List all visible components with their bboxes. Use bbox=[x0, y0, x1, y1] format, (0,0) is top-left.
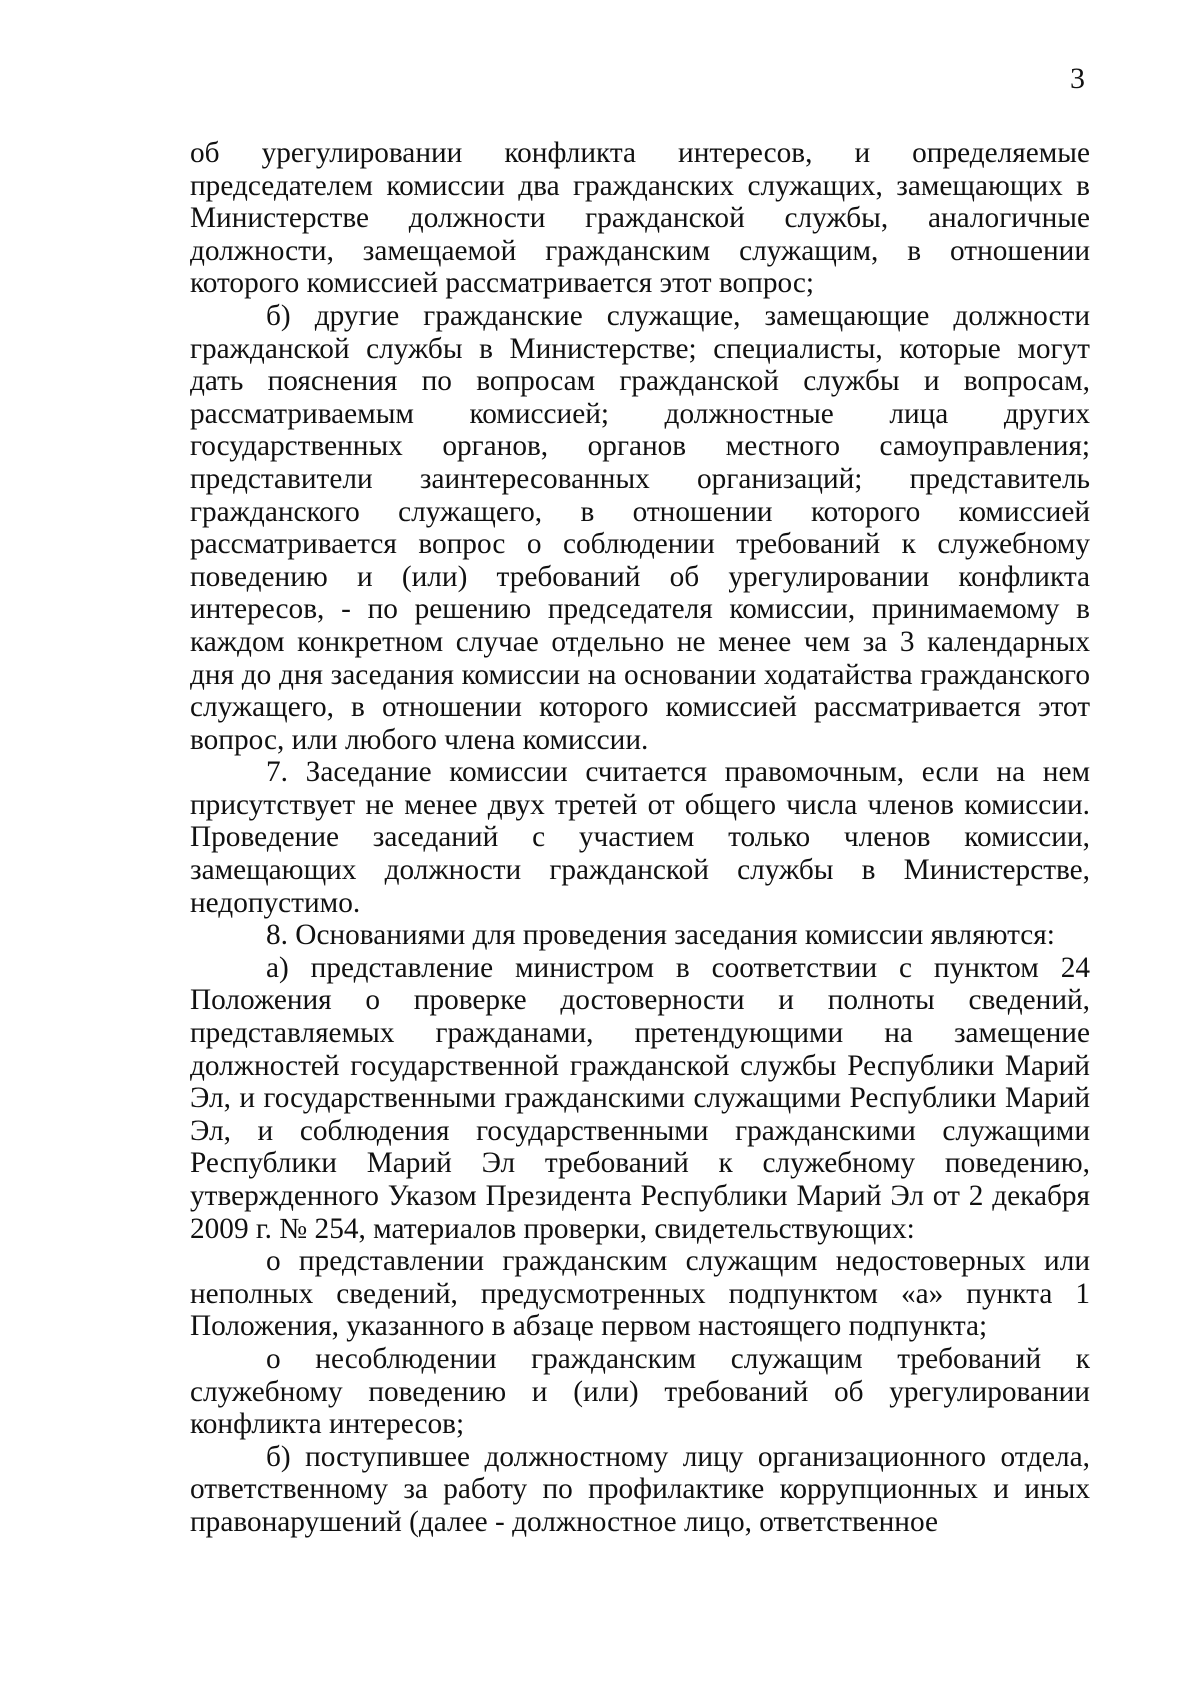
paragraph-8a-item-2: о несоблюдении гражданским служащим требований к служебному поведению и (или) требований об урегулировании конфликта интересов; bbox=[190, 1342, 1090, 1441]
document-body bbox=[190, 137, 1090, 1539]
paragraph-8b: б) поступившее должностному лицу организационного отдела, ответственному за работу по профилактике коррупционных и иных правонарушений (далее - должностное лицо, ответственное bbox=[190, 1440, 1090, 1538]
page-number: 3 bbox=[1070, 62, 1085, 95]
paragraph-continuation: об урегулировании конфликта интересов, и определяемые председателем комиссии два гражданских служащих, замещающих в Министерстве должности гражданской службы, аналогичные должности, замещаемой гражданским служащим, в отношении которого комиссией рассматривается этот вопрос; bbox=[190, 137, 1090, 300]
paragraph-8a: а) представление министром в соответствии с пунктом 24 Положения о проверке достоверности и полноты сведений, представляемых гражданами, претендующими на замещение должностей государственной гражданской службы Республики Марий Эл, и государственными гражданскими служащими Республики Марий Эл, и соблюдения государственными гражданскими служащими Республики Марий Эл требований к служебному поведению, утвержденного Указом Президента Республики Марий Эл от 2 декабря 2009 г. № 254, материалов проверки, свидетельствующих: bbox=[190, 951, 1090, 1245]
paragraph-8: 8. Основаниями для проведения заседания комиссии являются: bbox=[266, 919, 1055, 952]
paragraph-8a-item-1: о представлении гражданским служащим недостоверных или неполных сведений, предусмотренных подпунктом «а» пункта 1 Положения, указанного в абзаце первом настоящего подпункта; bbox=[190, 1245, 1090, 1343]
paragraph-6b: б) другие гражданские служащие, замещающие должности гражданской службы в Министерстве; специалисты, которые могут дать пояснения по вопросам гражданской службы и вопросам, рассматриваемым комиссией; должностные лица других государственных органов, органов местного самоуправления; представители заинтересованных организаций; представитель гражданского служащего, в отношении которого комиссией рассматривается вопрос о соблюдении требований к служебному поведению и (или) требований об урегулировании конфликта интересов, - по решению председателя комиссии, принимаемому в каждом конкретном случае отдельно не менее чем за 3 календарных дня до дня заседания комиссии на основании ходатайства гражданского служащего, в отношении которого комиссией рассматривается этот вопрос, или любого члена комиссии. bbox=[190, 299, 1090, 756]
paragraph-7: 7. Заседание комиссии считается правомочным, если на нем присутствует не менее двух третей от общего числа членов комиссии. Проведение заседаний с участием только членов комиссии, замещающих должности гражданской службы в Министерстве, недопустимо. bbox=[190, 756, 1090, 919]
